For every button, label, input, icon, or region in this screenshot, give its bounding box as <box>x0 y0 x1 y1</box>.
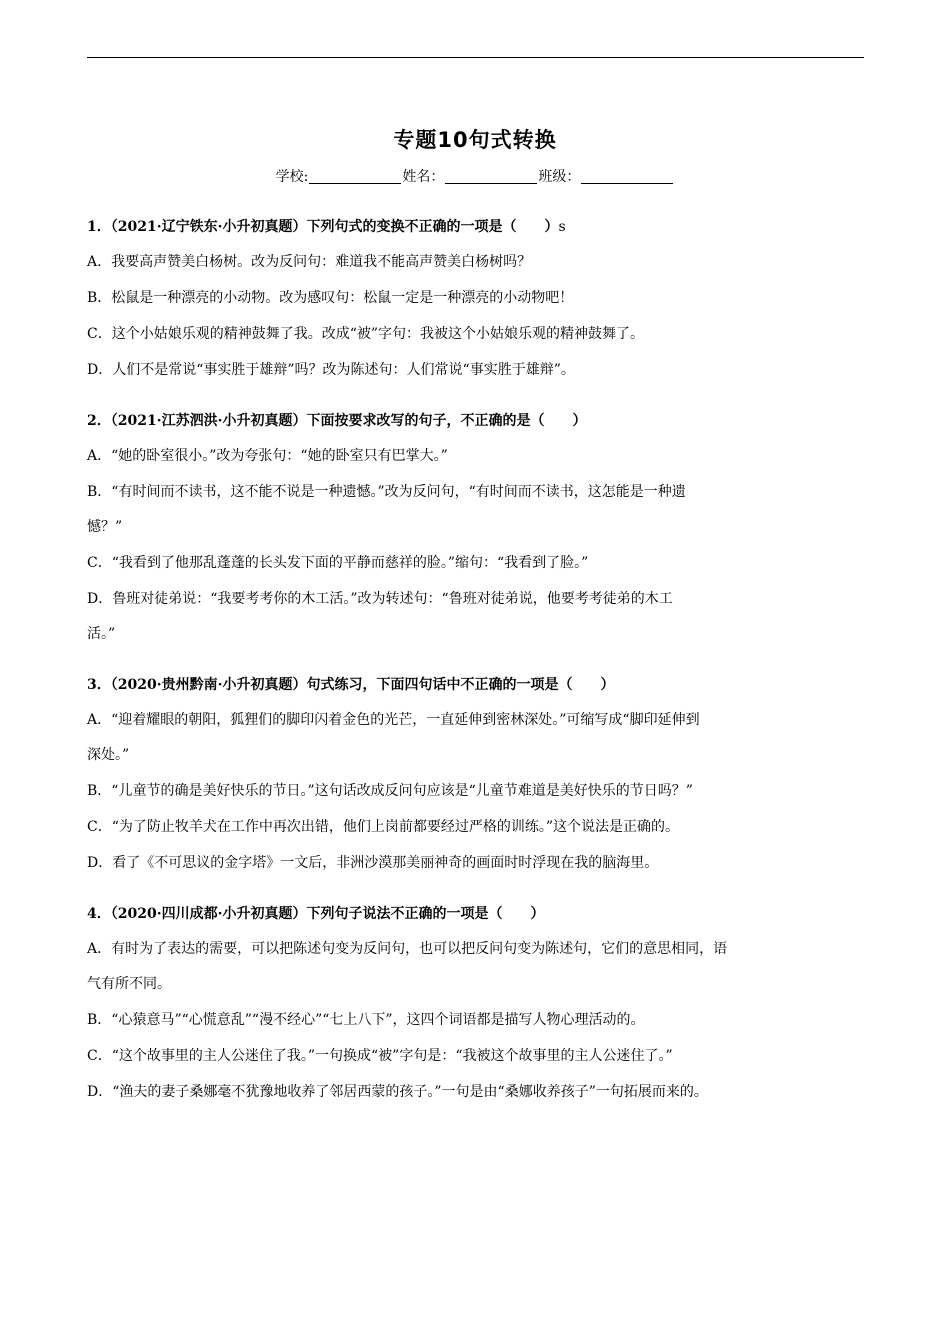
option-d <box>87 1082 865 1102</box>
option-text: C．“这个故事里的主人公迷住了我。”一句换成“被”字句是：“我被这个故事里的主人公迷住了。” <box>87 1048 673 1064</box>
school-label: 学校: <box>275 169 309 185</box>
question-3 <box>87 674 865 873</box>
question-2 <box>87 410 865 644</box>
class-label: 班级： <box>538 169 581 185</box>
option-text: B．“儿童节的确是美好快乐的节日。”这句话改成反问句应该是“儿童节难道是美好快乐的节日吗？” <box>87 783 693 799</box>
question-number: 3． <box>87 677 111 693</box>
option-text: B．“有时间而不读书，这不能不说是一种遗憾。”改为反问句，“有时间而不读书，这怎能是一种遗 <box>87 484 686 500</box>
option-a <box>87 710 865 765</box>
question-head <box>87 410 865 432</box>
question-head <box>87 674 865 696</box>
header-rule <box>87 57 864 58</box>
question-list <box>87 216 865 1132</box>
question-stem: 句式练习，下面四句话中不正确的一项是（ ） <box>306 677 615 693</box>
student-info-line <box>0 166 950 186</box>
question-number: 4． <box>87 906 111 922</box>
school-blank <box>309 169 401 184</box>
question-trailing-mark: s <box>558 219 566 235</box>
option-d <box>87 589 865 644</box>
name-label: 姓名： <box>402 169 445 185</box>
option-text: B．松鼠是一种漂亮的小动物。改为感叹句：松鼠一定是一种漂亮的小动物吧！ <box>87 290 574 306</box>
option-d <box>87 360 865 380</box>
option-c <box>87 1046 865 1066</box>
option-continuation: 憾？” <box>87 519 123 535</box>
option-a <box>87 252 865 272</box>
option-c <box>87 817 865 837</box>
question-head <box>87 216 865 238</box>
option-continuation: 气有所不同。 <box>87 976 171 992</box>
question-4 <box>87 903 865 1102</box>
question-number: 2． <box>87 413 111 429</box>
option-text: C．“我看到了他那乱蓬蓬的长头发下面的平静而慈祥的脸。”缩句：“我看到了脸。” <box>87 555 589 571</box>
option-text: A．“她的卧室很小。”改为夸张句：“她的卧室只有巴掌大。” <box>87 448 448 464</box>
option-continuation: 活。” <box>87 626 116 642</box>
option-text: A．有时为了表达的需要，可以把陈述句变为反问句，也可以把反问句变为陈述句，它们的意思相同，语 <box>87 941 728 957</box>
question-stem: 下列句子说法不正确的一项是（ ） <box>306 906 545 922</box>
question-head <box>87 903 865 925</box>
option-text: B．“心猿意马”“心慌意乱”“漫不经心”“七上八下”，这四个词语都是描写人物心理活动的。 <box>87 1012 645 1028</box>
option-b <box>87 1010 865 1030</box>
option-text: D．“渔夫的妻子桑娜毫不犹豫地收养了邻居西蒙的孩子。”一句是由“桑娜收养孩子”一句拓展而来的。 <box>87 1084 708 1100</box>
option-a <box>87 446 865 466</box>
option-c <box>87 553 865 573</box>
question-stem: 下列句式的变换不正确的一项是（ ） <box>306 219 559 235</box>
option-text: D．人们不是常说“事实胜于雄辩”吗？改为陈述句：人们常说“事实胜于雄辩”。 <box>87 362 575 378</box>
option-text: C．“为了防止牧羊犬在工作中再次出错，他们上岗前都要经过严格的训练。”这个说法是正确的。 <box>87 819 680 835</box>
question-number: 1． <box>87 219 111 235</box>
option-b <box>87 482 865 537</box>
option-a <box>87 939 865 994</box>
question-source: （2020·贵州黔南·小升初真题） <box>110 677 307 693</box>
option-text: D．看了《不可思议的金字塔》一文后，非洲沙漠那美丽神奇的画面时时浮现在我的脑海里。 <box>87 855 659 871</box>
option-text: A．我要高声赞美白杨树。改为反问句：难道我不能高声赞美白杨树吗？ <box>87 254 532 270</box>
question-1 <box>87 216 865 380</box>
question-stem: 下面按要求改写的句子，不正确的是（ ） <box>306 413 587 429</box>
question-source: （2021·辽宁铁东·小升初真题） <box>110 219 307 235</box>
question-source: （2021·江苏泗洪·小升初真题） <box>110 413 307 429</box>
document-title: 专题10句式转换 <box>393 128 557 152</box>
option-text: D．鲁班对徒弟说：“我要考考你的木工活。”改为转述句：“鲁班对徒弟说，他要考考徒弟的木工 <box>87 591 673 607</box>
question-source: （2020·四川成都·小升初真题） <box>110 906 307 922</box>
option-b <box>87 288 865 308</box>
option-text: C．这个小姑娘乐观的精神鼓舞了我。改成“被”字句：我被这个小姑娘乐观的精神鼓舞了。 <box>87 326 645 342</box>
option-continuation: 深处。” <box>87 747 130 763</box>
option-c <box>87 324 865 344</box>
option-b <box>87 781 865 801</box>
option-d <box>87 853 865 873</box>
name-blank <box>445 169 537 184</box>
class-blank <box>581 169 673 184</box>
option-text: A．“迎着耀眼的朝阳，狐狸们的脚印闪着金色的光芒，一直延伸到密林深处。”可缩写成“脚印延伸到 <box>87 712 700 728</box>
